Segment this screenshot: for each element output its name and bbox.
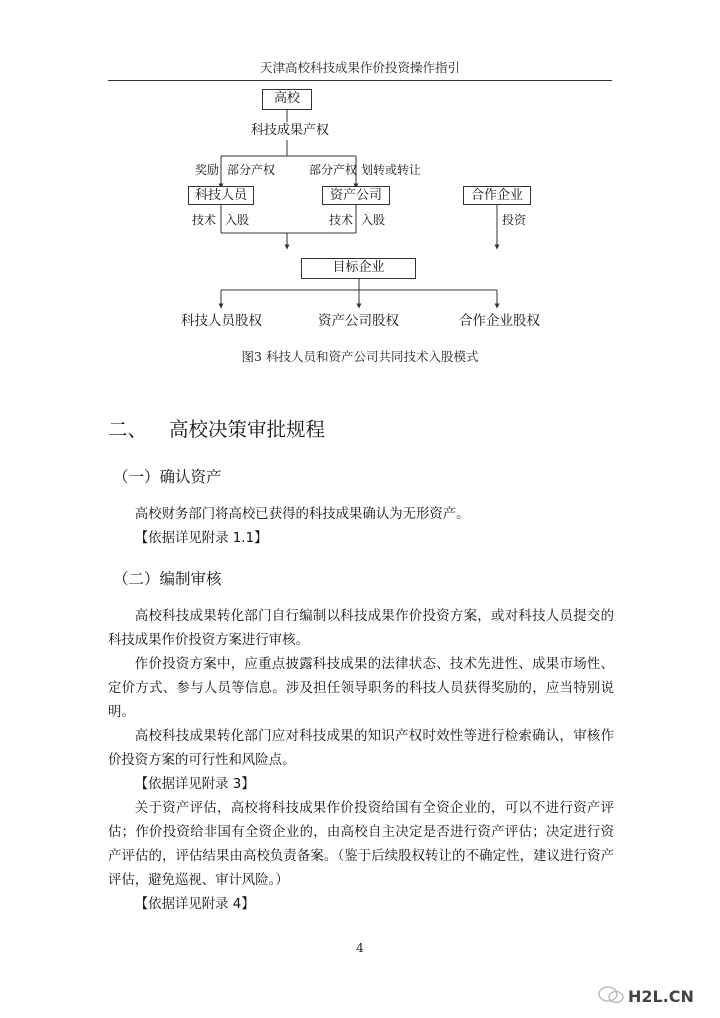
node-university: 高校 [262, 89, 312, 110]
label-tech-left: 技术 [192, 213, 217, 227]
reference-note: 【依据详见附录 4】 [134, 897, 255, 912]
label-invest: 投资 [502, 213, 527, 227]
paragraph: 关于资产评估，高校将科技成果作价投资给国有全资企业的，可以不进行资产评估；作价投资给非国有全资企业的，由高校自主决定是否进行资产评估；决定进行资产评估的，评估结果由高校负责备案。（鉴于后续股权转让的不确定性，建议进行资产评估，避免巡视、审计风险。） [108, 801, 614, 888]
reference-note: 【依据详见附录 1.1】 [134, 531, 268, 546]
node-sci-tech-staff: 科技人员 [188, 186, 254, 205]
label-reward: 奖励 [195, 163, 220, 177]
diagram-connectors [0, 0, 720, 340]
label-transfer: 划转或转让 [361, 163, 422, 177]
paragraph: 高校财务部门将高校已获得的科技成果确认为无形资产。 [134, 507, 470, 522]
section-title: 高校决策审批规程 [169, 418, 326, 441]
running-header: 天津高校科技成果作价投资操作指引 [259, 60, 460, 75]
subsection-heading-2: （二）编制审核 [113, 570, 222, 588]
label-equity-mid: 入股 [361, 213, 386, 227]
node-asset-company: 资产公司 [322, 186, 390, 205]
section-heading [108, 414, 325, 442]
label-equity-left: 入股 [225, 213, 250, 227]
label-partial-ownership-left: 部分产权 [227, 163, 276, 177]
label-partial-ownership-right: 部分产权 [309, 163, 358, 177]
paragraph: 高校科技成果转化部门自行编制以科技成果作价投资方案，或对科技人员提交的科技成果作价投资方案进行审核。 [108, 609, 614, 648]
reference-note: 【依据详见附录 3】 [134, 777, 255, 792]
label-tech-mid: 技术 [329, 213, 354, 227]
section-number: 二、 [108, 418, 148, 441]
output-partner-equity: 合作企业股权 [459, 313, 540, 329]
subsection-2-body [108, 605, 614, 917]
label-ownership: 科技成果产权 [251, 123, 330, 138]
equity-flow-diagram [0, 0, 720, 340]
paragraph: 作价投资方案中，应重点披露科技成果的法律状态、技术先进性、成果市场性、定价方式、参与人员等信息。涉及担任领导职务的科技人员获得奖励的，应当特别说明。 [108, 657, 614, 720]
figure-caption: 图3 科技人员和资产公司共同技术入股模式 [241, 349, 479, 364]
subsection-1-body [108, 503, 614, 551]
subsection-heading-1: （一）确认资产 [113, 468, 222, 486]
node-target-company: 目标企业 [301, 258, 416, 279]
page-number: 4 [356, 941, 364, 955]
node-partner-company: 合作企业 [463, 186, 531, 205]
output-asset-equity: 资产公司股权 [318, 313, 399, 329]
paragraph: 高校科技成果转化部门应对科技成果的知识产权时效性等进行检索确认，审核作价投资方案的可行性和风险点。 [108, 729, 614, 768]
watermark-logo: H2L.CN [628, 987, 694, 1006]
output-staff-equity: 科技人员股权 [181, 313, 262, 329]
